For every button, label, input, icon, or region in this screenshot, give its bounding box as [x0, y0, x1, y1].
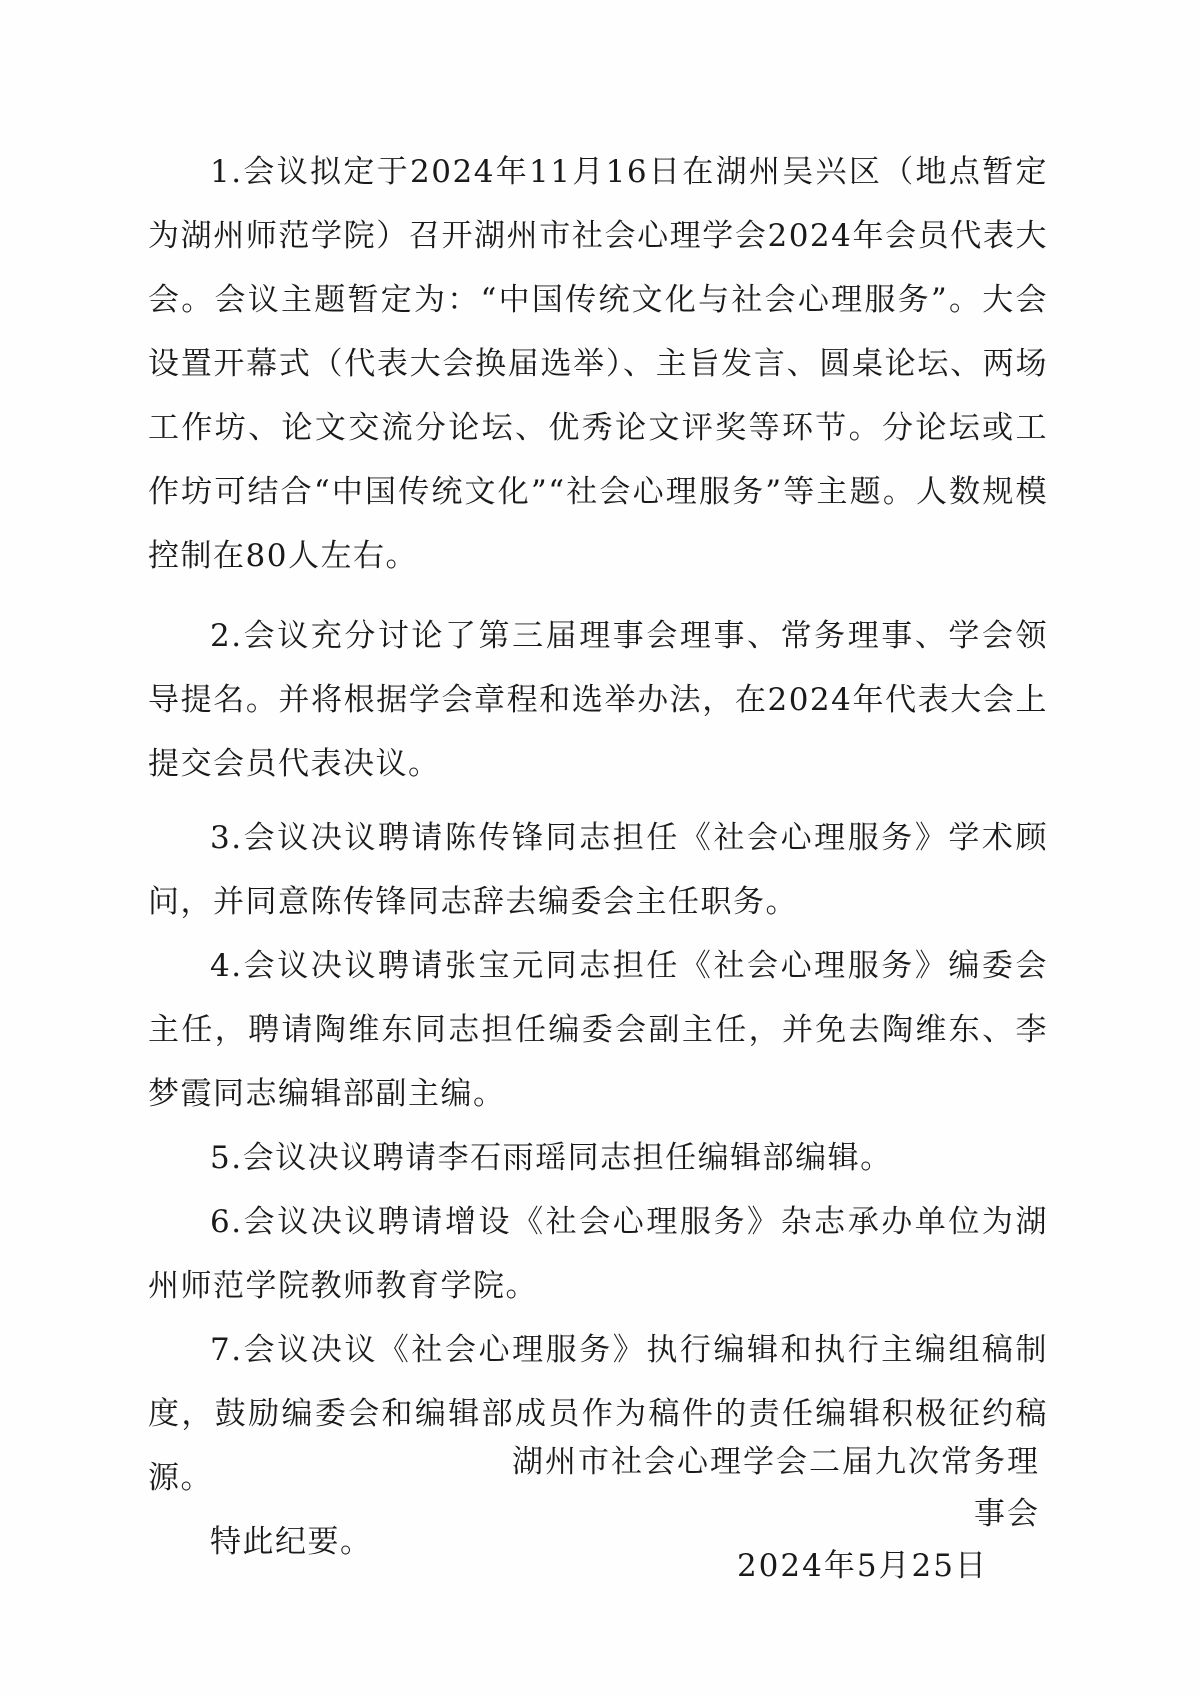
resolution-item-3: 3.会议决议聘请陈传锋同志担任《社会心理服务》学术顾问，并同意陈传锋同志辞去编委会主任职务。	[148, 820, 1048, 920]
resolution-item-4: 4.会议决议聘请张宝元同志担任《社会心理服务》编委会主任，聘请陶维东同志担任编委会副主任，并免去陶维东、李梦霞同志编辑部副主编。	[148, 948, 1048, 1112]
resolution-item-1: 1.会议拟定于2024年11月16日在湖州吴兴区（地点暂定为湖州师范学院）召开湖州市社会心理学会2024年会员代表大会。会议主题暂定为：“中国传统文化与社会心理服务”。大会设置开幕式（代表大会换届选举）、主旨发言、圆桌论坛、两场工作坊、论文交流分论坛、优秀论文评奖等环节。分论坛或工作坊可结合“中国传统文化”“社会心理服务”等主题。人数规模控制在80人左右。	[148, 154, 1048, 574]
closing-line: 特此纪要。	[210, 1524, 373, 1560]
signature-block	[480, 1436, 1040, 1592]
resolution-item-2: 2.会议充分讨论了第三届理事会理事、常务理事、学会领导提名。并将根据学会章程和选举办法，在2024年代表大会上提交会员代表决议。	[148, 618, 1048, 782]
resolution-item-6: 6.会议决议聘请增设《社会心理服务》杂志承办单位为湖州师范学院教师教育学院。	[148, 1204, 1048, 1304]
signature-organization: 湖州市社会心理学会二届九次常务理事会	[512, 1444, 1040, 1532]
resolution-item-7: 7.会议决议《社会心理服务》执行编辑和执行主编组稿制度，鼓励编委会和编辑部成员作为稿件的责任编辑积极征约稿源。	[148, 1332, 1048, 1496]
minutes-body	[148, 140, 1048, 1574]
signature-date: 2024年5月25日	[736, 1548, 988, 1584]
resolution-item-5: 5.会议决议聘请李石雨瑶同志担任编辑部编辑。	[210, 1140, 893, 1176]
